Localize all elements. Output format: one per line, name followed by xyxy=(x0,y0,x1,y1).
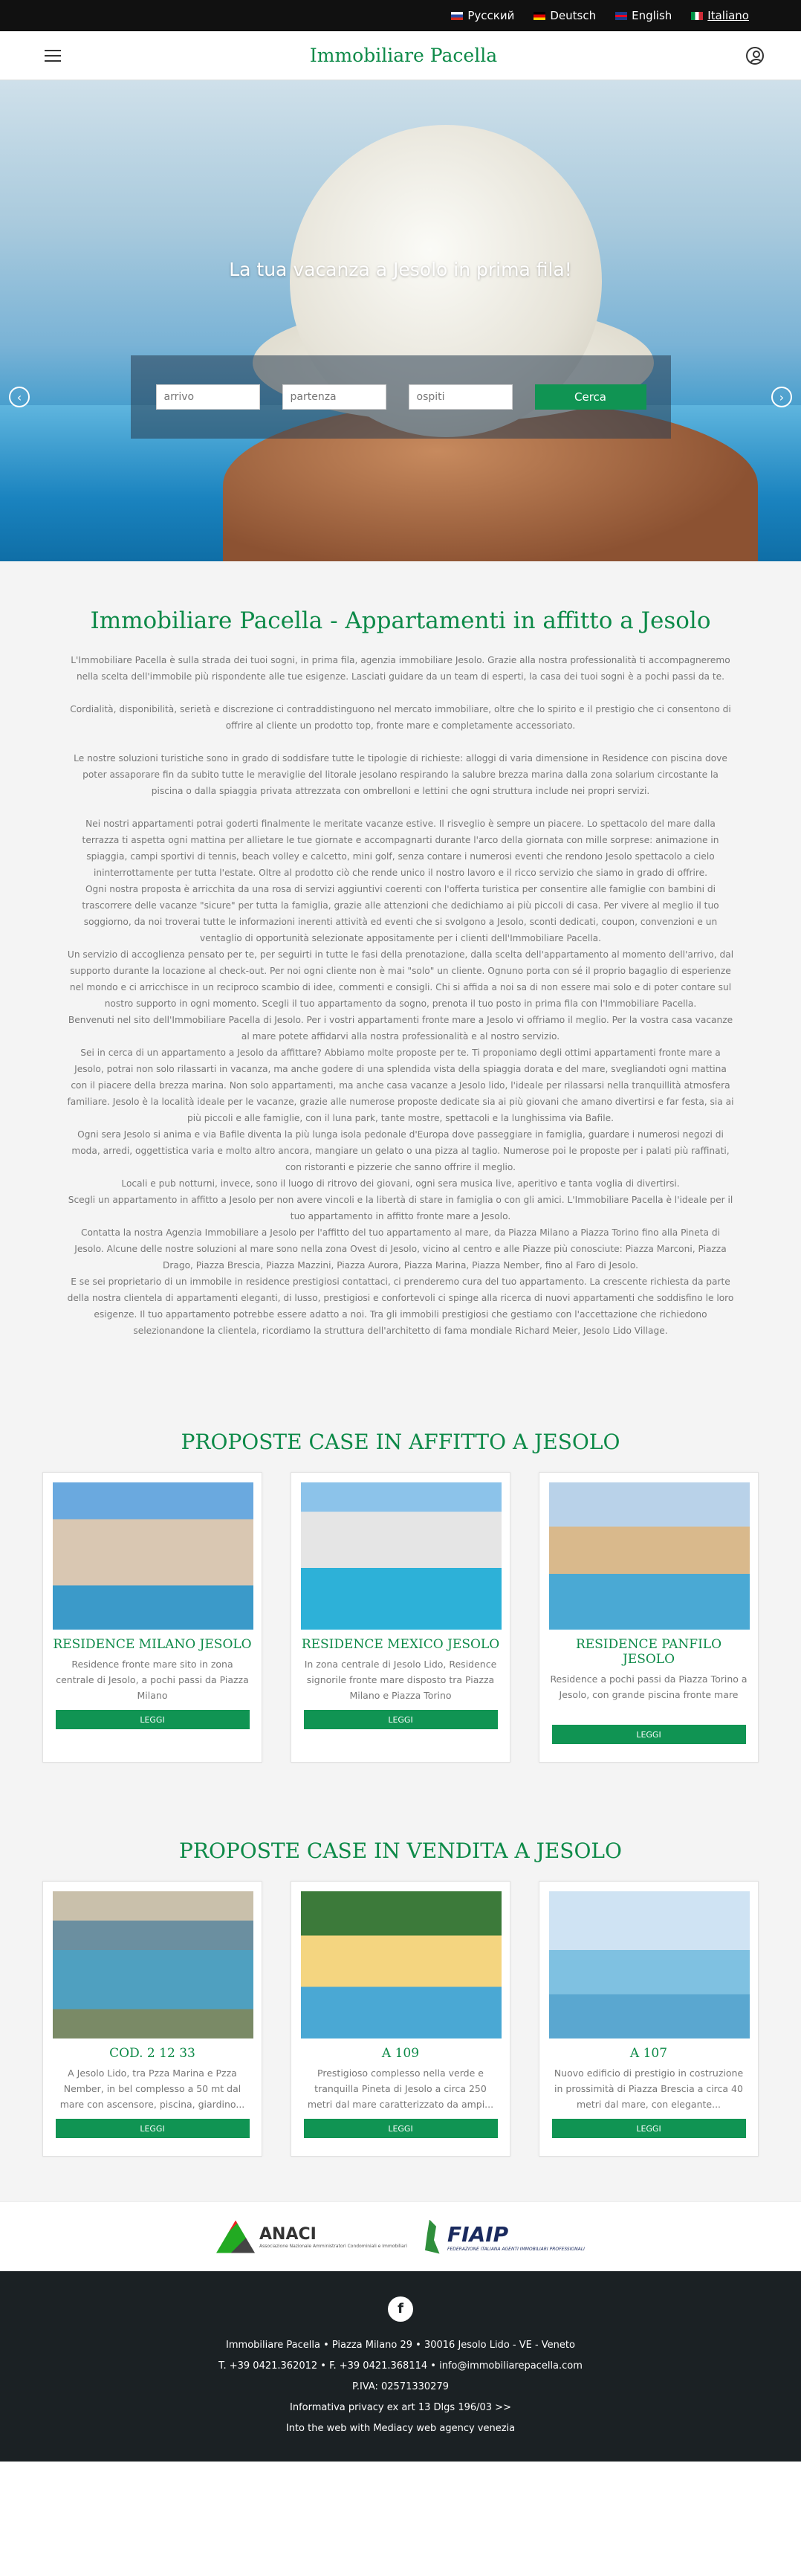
site-footer xyxy=(0,2271,801,2462)
intro-paragraph: Scegli un appartamento in affitto a Jesolo per non avere vincoli e la libertà di stare in famiglia o con gli amici. L'Immobiliare Pacella è l'ideale per il tuo appartamento in affitto fronte mare a Jesolo. xyxy=(68,1195,733,1221)
read-more-button[interactable]: LEGGI xyxy=(552,1725,746,1744)
footer-address: Immobiliare Pacella • Piazza Milano 29 • 30016 Jesolo Lido - VE - Veneto xyxy=(226,2340,575,2351)
intro-paragraph: Cordialità, disponibilità, serietà e discrezione ci contraddistinguono nel mercato immobiliare, oltre che lo spirito e il prestigio che ci consentono di offrire al cliente un prodotto top, fronte mare e completamente accessoriato. xyxy=(70,704,731,731)
read-more-button[interactable]: LEGGI xyxy=(304,2119,498,2138)
property-description: In zona centrale di Jesolo Lido, Residence signorile fronte mare disposto tra Piazza Milano e Piazza Torino xyxy=(304,1659,497,1701)
property-image[interactable] xyxy=(53,1891,253,2038)
footer-vat: P.IVA: 02571330279 xyxy=(352,2381,449,2392)
property-description: Residence fronte mare sito in zona centrale di Jesolo, a pochi passi da Piazza Milano xyxy=(56,1659,249,1701)
property-image[interactable] xyxy=(301,1482,502,1630)
departure-input[interactable] xyxy=(282,384,386,410)
fiaip-logo[interactable]: FIAIP FEDERAZIONE ITALIANA AGENTI IMMOBILIARI PROFESSIONALI xyxy=(421,2220,585,2254)
intro-paragraph: Ogni sera Jesolo si anima e via Bafile diventa la più lunga isola pedonale d'Europa dove passeggiare in famiglia, guardare i numerosi negozi di moda, arredi, oggettistica varia e molto altro ancora, mangiare un gelato o una pizza al taglio. Numerose poi le proposte per i palati più raffinati, con ristoranti e pizzerie che sanno offrire il meglio. xyxy=(71,1129,730,1172)
arrival-input[interactable] xyxy=(156,384,260,410)
rent-section xyxy=(0,1398,801,1807)
property-card xyxy=(291,1472,510,1763)
property-title[interactable]: RESIDENCE MEXICO JESOLO xyxy=(301,1637,500,1652)
search-button[interactable]: Cerca xyxy=(535,384,646,410)
hero-slider xyxy=(0,80,801,561)
italy-map-icon xyxy=(421,2220,443,2254)
anaci-logo-icon xyxy=(216,2221,255,2253)
read-more-button[interactable]: LEGGI xyxy=(56,1710,250,1729)
intro-paragraph: Un servizio di accoglienza pensato per te, per seguirti in tutte le fasi della prenotazione, dalla scelta dell'appartamento al momento dell'arrivo, dal supporto durante la locazione al check-out. Per noi ogni cliente non è mai "solo" un cliente. Ognuno porta con sé il proprio bagaglio di esperienze nel mondo e ci arricchisce in un reciproco scambio di idee, commenti e consigli. Chi si affida a noi sa di non essere mai solo e di poter contare sul nostro supporto in ogni momento. Scegli il tuo appartamento da sogno, prenota il tuo posto in prima fila con l'Immobiliare Pacella. xyxy=(67,949,734,1009)
agency-credit-link[interactable]: Into the web with Mediacy web agency venezia xyxy=(285,2423,516,2434)
hero-title: La tua vacanza a Jesolo in prima fila! xyxy=(229,259,572,280)
user-icon[interactable] xyxy=(746,47,764,65)
chevron-right-icon[interactable]: › xyxy=(771,387,792,407)
read-more-button[interactable]: LEGGI xyxy=(56,2119,250,2138)
intro-paragraph: E se sei proprietario di un immobile in residence prestigiosi contattaci, ci prenderemo cura del tuo appartamento. La crescente richiesta da parte della nostra clientela di appartamenti eleganti, di lusso, prestigiosi e confortevoli ci spinge alla ricerca di nuovi appartamenti che soddisfino le loro esigenze. Il tuo appartamento potrebbe essere adatto a noi. Tra gli immobili prestigiosi che gestiamo con l'accettazione che richiedono selezionandone la clientela, ricordiamo la struttura dell'architetto di fama mondiale Richard Meier, Jesolo Lido Village. xyxy=(67,1276,734,1336)
booking-search-form xyxy=(131,355,671,439)
privacy-link[interactable]: Informativa privacy ex art 13 Dlgs 196/03 >> xyxy=(290,2402,511,2413)
property-title[interactable]: RESIDENCE PANFILO JESOLO xyxy=(575,1637,722,1667)
property-title[interactable]: A 107 xyxy=(629,2046,668,2061)
menu-icon[interactable] xyxy=(45,50,61,62)
property-card xyxy=(42,1472,262,1763)
site-header xyxy=(0,31,801,80)
property-card xyxy=(539,1881,759,2157)
lang-russian[interactable]: Русский xyxy=(451,9,514,22)
property-description: Nuovo edificio di prestigio in costruzione in prossimità di Piazza Brescia a circa 40 metri dal mare, con elegante... xyxy=(554,2067,744,2110)
read-more-button[interactable]: LEGGI xyxy=(552,2119,746,2138)
property-image[interactable] xyxy=(301,1891,502,2038)
intro-paragraph: Contatta la nostra Agenzia Immobiliare a Jesolo per l'affitto del tuo appartamento al mare, da Piazza Milano a Piazza Torino fino alla Pineta di Jesolo. Alcune delle nostre soluzioni al mare sono nella zona Ovest di Jesolo, vicino al centro e alle Piazze più conosciute: Piazza Marconi, Piazza Drago, Piazza Brescia, Piazza Mazzini, Piazza Aurora, Piazza Marina, Piazza Nember, fino al Faro di Jesolo. xyxy=(74,1227,727,1271)
property-card xyxy=(291,1881,510,2157)
chevron-left-icon[interactable]: ‹ xyxy=(9,387,30,407)
property-card xyxy=(42,1881,262,2157)
flag-germany-icon xyxy=(534,12,545,20)
property-image[interactable] xyxy=(549,1891,750,2038)
intro-paragraph: Benvenuti nel sito dell'Immobiliare Pacella di Jesolo. Per i vostri appartamenti fronte mare a Jesolo vi offriamo il meglio. Per la vostra casa vacanze al mare potete affidarvi alla nostra professionalità e al nostro servizio. xyxy=(68,1015,733,1042)
property-description: Residence a pochi passi da Piazza Torino a Jesolo, con grande piscina fronte mare xyxy=(550,1673,748,1700)
property-image[interactable] xyxy=(549,1482,750,1630)
intro-section xyxy=(0,561,801,1398)
guests-input[interactable] xyxy=(409,384,513,410)
partner-logos xyxy=(0,2201,801,2271)
footer-contacts[interactable]: T. +39 0421.362012 • F. +39 0421.368114 • info@immobiliarepacella.com xyxy=(218,2360,583,2372)
intro-title: Immobiliare Pacella - Appartamenti in affitto a Jesolo xyxy=(90,607,711,634)
brand-title[interactable]: Immobiliare Pacella xyxy=(309,45,498,66)
property-description: Prestigioso complesso nella verde e tranquilla Pineta di Jesolo a circa 250 metri dal mare caratterizzato da ampi... xyxy=(307,2067,494,2110)
property-card xyxy=(539,1472,759,1763)
property-title[interactable]: RESIDENCE MILANO JESOLO xyxy=(53,1637,252,1652)
sale-section-title: PROPOSTE CASE IN VENDITA A JESOLO xyxy=(179,1839,622,1863)
rent-section-title: PROPOSTE CASE IN AFFITTO A JESOLO xyxy=(181,1430,620,1454)
read-more-button[interactable]: LEGGI xyxy=(304,1710,498,1729)
property-title[interactable]: A 109 xyxy=(381,2046,420,2061)
property-description: A Jesolo Lido, tra Pzza Marina e Pzza Nember, in bel complesso a 50 mt dal mare con ascensore, piscina, giardino... xyxy=(59,2067,245,2110)
property-image[interactable] xyxy=(53,1482,253,1630)
lang-german[interactable]: Deutsch xyxy=(534,9,596,22)
intro-paragraph: Locali e pub notturni, invece, sono il luogo di ritrovo dei giovani, ogni sera musica live, aperitivo e tanta voglia di divertirsi. xyxy=(121,1178,680,1189)
lang-english[interactable]: English xyxy=(615,9,672,22)
flag-russia-icon xyxy=(451,12,463,20)
intro-paragraph: L'Immobiliare Pacella è sulla strada dei tuoi sogni, in prima fila, agenzia immobiliare Jesolo. Grazie alla nostra professionalità ti accompagneremo nella scelta dell'immobile più rispondente alle tue esigenze. Lasciati guidare da un team di esperti, la casa dei tuoi sogni è a pochi passi da te. xyxy=(71,655,730,682)
property-title[interactable]: COD. 2 12 33 xyxy=(109,2046,195,2061)
lang-italian[interactable]: Italiano xyxy=(691,9,749,22)
intro-paragraph: Nei nostri appartamenti potrai goderti finalmente le meritate vacanze estive. Il risveglio è sempre un piacere. Lo spettacolo del mare dalla terrazza ti aspetta ogni mattina per allietare le tue giornate e accompagnarti durante l'arco della giornata con mille sorprese: animazione in spiaggia, campi sportivi di tennis, beach volley e calcetto, mini golf, senza contare i numerosi eventi che rendono Jesolo spettacolo a cielo ininterrottamente per tutta l'estate. Oltre al prodotto ciò che rende unico il nostro lavoro e il ricco servizio che siamo in grado di offrire. xyxy=(82,819,719,878)
intro-paragraph: Sei in cerca di un appartamento a Jesolo da affittare? Abbiamo molte proposte per te. Ti proponiamo degli ottimi appartamenti fronte mare a Jesolo, potrai non solo rilassarti in vacanza, ma anche godere di una splendida vista della spiaggia dorata e del mare, svegliandoti ogni mattina con il piacere della brezza marina. Non solo appartamenti, ma anche casa vacanze a Jesolo lido, l'ideale per rilassarsi nella tranquillità atmosfera familiare. Jesolo è la località ideale per le vacanze, grazie alle numerose proposte dedicate sia ai più giovani che amano divertirsi e far festa, sia ai più piccoli e alle famiglie, con il luna park, tante mostre, spettacoli e la lunghissima via Bafile. xyxy=(67,1047,734,1123)
facebook-icon[interactable]: f xyxy=(388,2296,413,2322)
intro-paragraph: Ogni nostra proposta è arricchita da una rosa di servizi aggiuntivi coerenti con l'offerta turistica per consentire alle famiglie con bambini di trascorrere delle vacanze "sicure" per tutta la famiglia, grazie alle attenzioni che dedichiamo ai più piccoli di casa. Per vivere al meglio il tuo soggiorno, da noi troverai tutte le informazioni inerenti attività ed eventi che si svolgono a Jesolo, sconti dedicati, coupon, convenzioni e un ventaglio di opportunità selezionate appositamente per i clienti dell'Immobiliare Pacella. xyxy=(82,884,719,943)
sale-section xyxy=(0,1807,801,2201)
language-bar xyxy=(0,0,801,31)
flag-uk-icon xyxy=(615,12,627,20)
intro-paragraph: Le nostre soluzioni turistiche sono in grado di soddisfare tutte le tipologie di richieste: alloggi di varia dimensione in Residence con piscina dove poter assaporare fin da subito tutte le meraviglie del litorale jesolano respirando la salubre brezza marina dalla zona solarium circostante la piscina o dalla spiaggia privata attrezzata con ombrelloni e lettini che ogni struttura include nei propri servizi. xyxy=(74,753,727,796)
flag-italy-icon xyxy=(691,12,703,20)
anaci-logo[interactable]: ANACI Associazione Nazionale Amministratori Condominiali e Immobiliari xyxy=(216,2221,407,2253)
